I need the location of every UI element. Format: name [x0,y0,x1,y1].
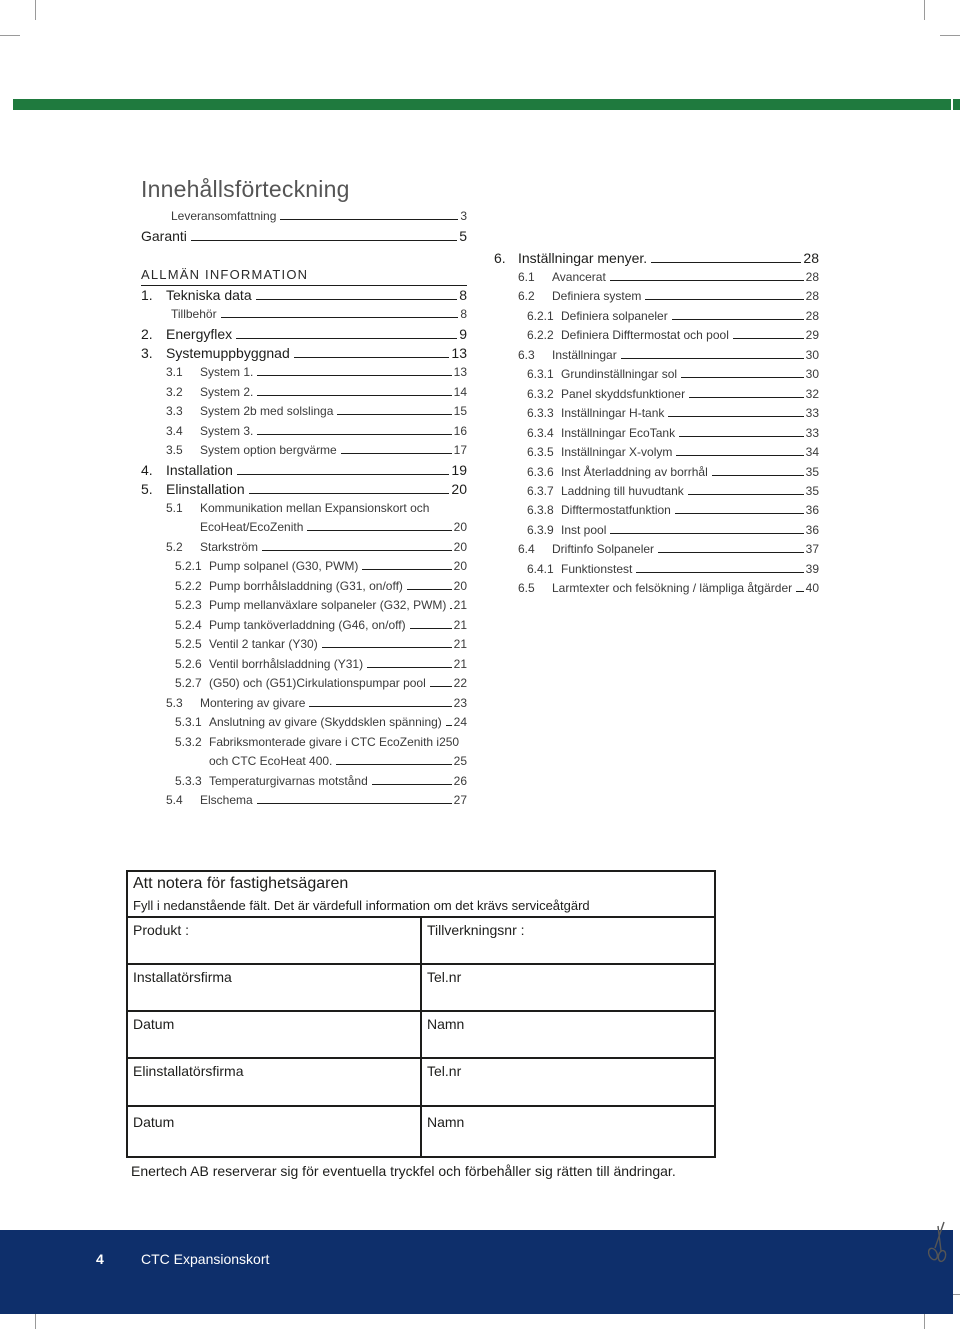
form-title: Att notera för fastighetsägaren [133,875,349,892]
toc-entry-page: 40 [805,581,819,595]
toc-entry-label: Inställningar X-volym [561,445,673,459]
toc-entry-label: Larmtexter och felsökning / lämpliga åtgärder [552,581,793,595]
toc-entry[interactable] [175,598,467,612]
page-title: Innehållsförteckning [141,176,350,202]
toc-entry[interactable] [175,735,467,749]
toc-leader [257,395,451,396]
toc-leader [221,317,459,318]
toc-entry-label: Laddning till huvudtank [561,484,684,498]
toc-entry[interactable] [175,715,467,729]
toc-entry-page: 36 [805,523,819,537]
owner-notes-form [126,870,716,1158]
toc-entry-number: 6.2 [518,289,535,303]
form-field-label: Elinstallatörsfirma [133,1063,244,1079]
toc-leader [446,725,452,726]
toc-entry[interactable] [175,637,467,651]
toc-leader [636,572,803,573]
toc-entry[interactable] [527,328,819,342]
toc-leader [337,414,451,415]
toc-entry[interactable] [518,542,819,556]
toc-entry-label: Temperaturgivarnas motstånd [209,774,368,788]
toc-entry-number: 6.3.9 [527,523,554,537]
toc-entry[interactable] [141,345,467,361]
form-field-phone[interactable] [422,1059,714,1105]
toc-leader [733,338,804,339]
toc-entry-label: System 3. [200,424,254,438]
form-field-label: Namn [427,1114,465,1130]
toc-entry[interactable] [175,559,467,573]
toc-entry[interactable] [141,481,467,497]
toc-entry-page: 19 [451,462,467,478]
toc-entry[interactable] [209,754,467,768]
form-row [128,1107,714,1156]
toc-entry-page: 16 [453,424,467,438]
toc-leader [257,434,451,435]
toc-leader [236,338,457,339]
toc-entry[interactable] [175,657,467,671]
toc-entry-label: Inställningar [552,348,617,362]
toc-leader [676,455,803,456]
toc-entry-page: 30 [805,367,819,381]
toc-entry-page: 22 [453,676,467,690]
form-field-label: Datum [133,1114,175,1130]
toc-entry-page: 23 [453,696,467,710]
toc-entry-label: EcoHeat/EcoZenith [200,520,304,534]
toc-entry-label: Difftermostatfunktion [561,503,671,517]
toc-entry[interactable] [518,270,819,284]
toc-leader [307,530,451,531]
toc-leader [257,803,452,804]
toc-entry-page: 32 [805,387,819,401]
toc-entry[interactable] [527,387,819,401]
toc-entry-label: Ventil borrhålsladdning (Y31) [209,657,364,671]
toc-section-heading [141,267,467,282]
toc-leader [668,416,803,417]
toc-entry-label: Installation [166,462,233,478]
form-subtitle: Fyll i nedanstående fält. Det är värdefull information om det krävs serviceåtgärd [133,898,590,913]
toc-entry-number: 5.2.2 [175,579,202,593]
toc-entry-label: Pump solpanel (G30, PWM) [209,559,359,573]
toc-entry-page: 36 [805,503,819,517]
toc-entry[interactable] [518,581,819,595]
form-row [128,918,714,965]
toc-entry-label: Fabriksmonterade givare i CTC EcoZenith i250 [209,735,460,749]
toc-entry-label: System option bergvärme [200,443,337,457]
toc-entry-label: Pump borrhålsladdning (G31, on/off) [209,579,403,593]
toc-entry[interactable] [527,426,819,440]
form-field-name[interactable] [422,1012,714,1057]
toc-entry-number: 5.3.3 [175,774,202,788]
toc-entry-page: 29 [805,328,819,342]
toc-entry-page: 3 [460,209,467,223]
form-field-date[interactable] [128,1107,422,1156]
scissors-icon [926,1218,952,1264]
toc-entry[interactable] [166,696,467,710]
toc-entry[interactable] [527,562,819,576]
toc-entry-label: System 1. [200,365,254,379]
footer-title: CTC Expansionskort [141,1251,270,1267]
toc-entry-page: 27 [453,793,467,807]
toc-entry-label: och CTC EcoHeat 400. [209,754,333,768]
toc-entry-label: Grundinställningar sol [561,367,678,381]
toc-entry-page: 21 [453,637,467,651]
toc-entry[interactable] [518,348,819,362]
toc-entry[interactable] [200,520,467,534]
toc-entry[interactable] [175,618,467,632]
crop-mark [0,35,20,36]
toc-entry-number: 6.3.7 [527,484,554,498]
toc-entry-number: 6.3.8 [527,503,554,517]
toc-entry-number: 3.5 [166,443,183,457]
toc-entry-label: Inst Återladdning av borrhål [561,465,708,479]
toc-leader [362,569,451,570]
toc-entry-page: 33 [805,426,819,440]
toc-entry-number: 6.3.3 [527,406,554,420]
toc-entry-page: 28 [805,270,819,284]
toc-leader [610,533,803,534]
toc-entry-number: 5.2.5 [175,637,202,651]
toc-entry[interactable] [175,579,467,593]
toc-entry-number: 6.4 [518,542,535,556]
toc-entry-number: 5.2.6 [175,657,202,671]
toc-entry-number: 4. [141,462,153,478]
form-field-serial-number[interactable] [422,918,714,963]
toc-entry-label: Montering av givare [200,696,306,710]
toc-leader [256,299,458,300]
toc-leader [191,240,457,241]
form-field-phone[interactable] [422,965,714,1010]
toc-entry-page: 39 [805,562,819,576]
toc-entry-page: 30 [805,348,819,362]
form-field-label: Namn [427,1016,465,1032]
toc-entry-number: 5.3.2 [175,735,202,749]
toc-leader [257,375,451,376]
toc-entry[interactable] [527,309,819,323]
toc-entry[interactable] [175,676,467,690]
toc-leader [407,589,452,590]
toc-entry-page: 13 [453,365,467,379]
toc-entry[interactable] [527,406,819,420]
toc-entry-page: 20 [451,481,467,497]
toc-entry-page: 20 [453,540,467,554]
toc-entry-label: Elschema [200,793,253,807]
form-field-name[interactable] [422,1107,714,1156]
toc-entry-number: 3.1 [166,365,183,379]
toc-entry-number: 5.4 [166,793,183,807]
toc-entry-page: 24 [453,715,467,729]
toc-entry[interactable] [166,365,467,379]
toc-entry-page: 15 [453,404,467,418]
toc-entry-label: Tillbehör [171,307,217,321]
toc-entry-label: Inställningar H-tank [561,406,665,420]
toc-leader [410,628,452,629]
header-green-bar [13,99,951,110]
page-number: 4 [96,1251,104,1267]
toc-entry-label: Starkström [200,540,259,554]
toc-entry[interactable] [166,501,467,515]
toc-leader [294,357,450,358]
toc-entry-label: System 2b med solslinga [200,404,334,418]
toc-leader [621,358,804,359]
toc-leader [712,475,804,476]
toc-entry-page: 37 [805,542,819,556]
toc-entry[interactable] [141,287,467,303]
toc-entry-number: 5.2.4 [175,618,202,632]
form-field-label: Datum [133,1016,175,1032]
toc-entry-label: Pump mellanväxlare solpaneler (G32, PWM) [209,598,447,612]
form-field-installer-company[interactable] [128,965,422,1010]
toc-entry-number: 6.3 [518,348,535,362]
toc-entry-page: 17 [453,443,467,457]
toc-entry-number: 6. [494,250,506,266]
toc-entry-label: Avancerat [552,270,606,284]
toc-entry-label: Kommunikation mellan Expansionskort och [200,501,430,515]
toc-entry-number: 5.3.1 [175,715,202,729]
toc-leader [651,262,801,263]
toc-entry-number: 3.4 [166,424,183,438]
toc-entry-label: Systemuppbyggnad [166,345,290,361]
toc-leader [688,494,804,495]
form-field-product[interactable] [128,918,422,963]
toc-entry-page: 26 [453,774,467,788]
toc-leader [689,397,804,398]
toc-leader [341,453,452,454]
toc-entry-page: 20 [453,520,467,534]
toc-entry[interactable] [527,465,819,479]
toc-entry-number: 5.2.3 [175,598,202,612]
toc-entry-page: 13 [451,345,467,361]
toc-entry[interactable] [166,793,467,807]
toc-leader [450,608,451,609]
crop-mark [35,0,36,20]
toc-entry-label: Garanti [141,228,187,244]
toc-entry-number: 6.3.4 [527,426,554,440]
toc-entry-number: 5.2 [166,540,183,554]
toc-entry-label: Inst pool [561,523,607,537]
toc-leader [249,493,450,494]
toc-leader [280,219,458,220]
toc-entry-page: 20 [453,579,467,593]
toc-entry-page: 20 [453,559,467,573]
crop-mark [940,35,960,36]
toc-entry-page: 21 [453,618,467,632]
toc-entry-number: 3.3 [166,404,183,418]
toc-leader [372,784,452,785]
toc-entry-page: 28 [805,309,819,323]
form-field-label: Produkt : [133,922,190,938]
form-field-label: Tel.nr [427,969,462,985]
toc-leader [322,647,452,648]
toc-entry-label: Ventil 2 tankar (Y30) [209,637,318,651]
toc-entry-number: 6.3.5 [527,445,554,459]
toc-entry[interactable] [166,424,467,438]
toc-entry[interactable] [141,462,467,478]
toc-entry-number: 6.2.1 [527,309,554,323]
toc-entry-page: 14 [453,385,467,399]
toc-entry-number: 5.2.1 [175,559,202,573]
form-header [128,872,714,918]
toc-section-label: ALLMÄN INFORMATION [141,267,309,282]
form-row [128,1012,714,1059]
toc-leader [672,319,804,320]
toc-entry[interactable] [175,774,467,788]
toc-leader [237,474,449,475]
toc-entry-label: Definiera Difftermostat och pool [561,328,729,342]
toc-entry-page: 34 [805,445,819,459]
toc-entry-label: Elinstallation [166,481,245,497]
toc-leader [658,552,804,553]
form-field-label: Tillverkningsnr : [427,922,525,938]
footer-bar [0,1230,953,1314]
toc-entry-page: 28 [803,250,819,266]
toc-entry-label: Anslutning av givare (Skyddsklen spänning) [209,715,442,729]
toc-entry[interactable] [171,307,467,321]
toc-entry-number: 2. [141,326,153,342]
form-field-label: Tel.nr [427,1063,462,1079]
toc-entry-label: Definiera system [552,289,642,303]
toc-entry-label: Panel skyddsfunktioner [561,387,686,401]
toc-leader [367,667,452,668]
toc-entry[interactable] [527,503,819,517]
disclaimer: Enertech AB reserverar sig för eventuella tryckfel och förbehåller sig rätten till ändringar. [131,1163,676,1179]
toc-entry-page: 28 [805,289,819,303]
form-field-date[interactable] [128,1012,422,1057]
toc-entry-label: Energyflex [166,326,233,342]
toc-entry-page: 8 [460,307,467,321]
toc-leader [796,591,804,592]
toc-entry-label: System 2. [200,385,254,399]
toc-entry-page: 35 [805,465,819,479]
toc-entry-number: 6.2.2 [527,328,554,342]
toc-entry-label: Driftinfo Solpaneler [552,542,655,556]
toc-entry-number: 6.4.1 [527,562,554,576]
toc-entry[interactable] [518,289,819,303]
toc-entry-page: 33 [805,406,819,420]
toc-entry[interactable] [141,228,467,244]
toc-leader [309,706,451,707]
form-field-electrician-company[interactable] [128,1059,422,1105]
toc-entry-number: 5.2.7 [175,676,202,690]
toc-entry-label: Pump tanköverladdning (G46, on/off) [209,618,406,632]
toc-entry[interactable] [141,326,467,342]
toc-entry[interactable] [166,443,467,457]
toc-entry-page: 21 [453,598,467,612]
toc-leader [675,513,804,514]
toc-entry-page: 35 [805,484,819,498]
toc-entry-label: Funktionstest [561,562,633,576]
toc-entry-page: 25 [453,754,467,768]
toc-entry-label: Definiera solpaneler [561,309,668,323]
toc-leader [262,550,452,551]
toc-section-rule [141,285,467,286]
toc-entry-number: 6.3.1 [527,367,554,381]
form-row [128,965,714,1012]
toc-entry-number: 6.3.6 [527,465,554,479]
toc-entry[interactable] [527,445,819,459]
toc-entry-number: 3. [141,345,153,361]
toc-entry[interactable] [166,404,467,418]
toc-entry-label: Inställningar menyer. [518,250,648,266]
toc-entry[interactable] [494,250,819,266]
toc-leader [681,377,804,378]
toc-entry-label: Tekniska data [166,287,252,303]
toc-leader [610,280,804,281]
toc-entry-number: 6.3.2 [527,387,554,401]
toc-entry[interactable] [166,385,467,399]
toc-leader [430,686,452,687]
toc-leader [679,436,804,437]
toc-leader [336,764,451,765]
toc-entry-label: Leveransomfattning [171,209,277,223]
toc-entry[interactable] [527,523,819,537]
toc-entry-number: 6.1 [518,270,535,284]
toc-entry[interactable] [527,484,819,498]
crop-mark [924,0,925,20]
toc-entry-number: 6.5 [518,581,535,595]
toc-entry-label: Inställningar EcoTank [561,426,676,440]
toc-entry-page: 8 [459,287,467,303]
toc-entry-number: 1. [141,287,153,303]
toc-entry[interactable] [527,367,819,381]
toc-entry-page: 9 [459,326,467,342]
toc-entry-label: (G50) och (G51)Cirkulationspumpar pool [209,676,426,690]
toc-entry[interactable] [171,209,467,223]
form-row [128,1059,714,1107]
toc-entry[interactable] [166,540,467,554]
toc-leader [645,299,803,300]
toc-entry-page: 21 [453,657,467,671]
toc-entry-number: 5.3 [166,696,183,710]
header-green-bar-cap [953,99,960,110]
toc-entry-number: 3.2 [166,385,183,399]
toc-entry-number: 5. [141,481,153,497]
form-field-label: Installatörsfirma [133,969,232,985]
toc-entry-number: 5.1 [166,501,183,515]
toc-entry-page: 5 [459,228,467,244]
